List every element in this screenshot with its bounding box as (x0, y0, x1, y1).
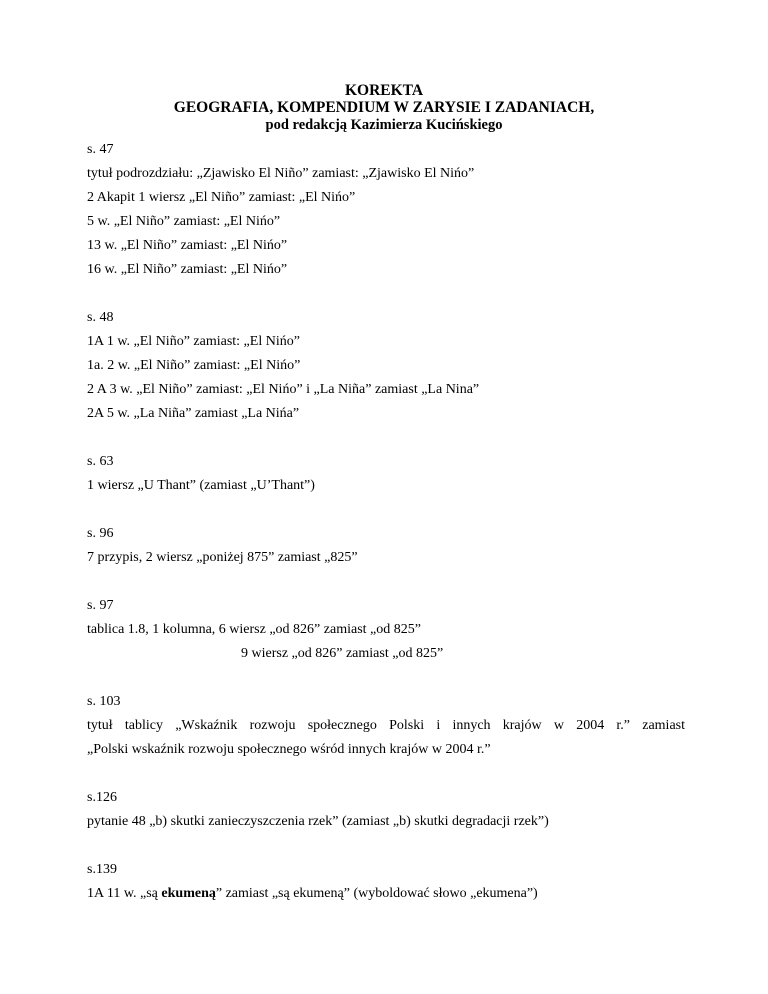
correction-line: tablica 1.8, 1 kolumna, 6 wiersz „od 826” zamiast „od 825” (87, 622, 421, 637)
page-ref: s. 47 (87, 142, 114, 157)
correction-text: 1A 11 w. „są (87, 886, 162, 901)
section-spacer (87, 762, 685, 786)
correction-line: 2A 5 w. „La Niña” zamiast „La Nińa” (87, 406, 300, 421)
section-s48 (87, 306, 685, 426)
correction-line: tytuł podrozdziału: „Zjawisko El Niño” zamiast: „Zjawisko El Nińo” (87, 166, 475, 181)
section-spacer (87, 498, 685, 522)
section-spacer (87, 426, 685, 450)
correction-line: pytanie 48 „b) skutki zanieczyszczenia rzek” (zamiast „b) skutki degradacji rzek”) (87, 814, 549, 829)
correction-line: 9 wiersz „od 826” zamiast „od 825” (241, 646, 444, 661)
correction-line: 1a. 2 w. „El Niño” zamiast: „El Nińo” (87, 358, 301, 373)
document-title: KOREKTA (344, 82, 424, 99)
correction-line: 7 przypis, 2 wiersz „poniżej 875” zamiast „825” (87, 550, 358, 565)
section-s97 (87, 594, 685, 666)
correction-line: 5 w. „El Niño” zamiast: „El Nińo” (87, 214, 281, 229)
book-title: GEOGRAFIA, KOMPENDIUM W ZARYSIE I ZADANIACH, (173, 99, 595, 116)
document-header (0, 82, 768, 134)
page-ref: s. 48 (87, 310, 114, 325)
correction-line (87, 882, 685, 906)
section-s96 (87, 522, 685, 570)
page-ref: s. 63 (87, 454, 114, 469)
section-spacer (87, 666, 685, 690)
correction-line: 16 w. „El Niño” zamiast: „El Nińo” (87, 262, 288, 277)
correction-line: „Polski wskaźnik rozwoju społecznego wśród innych krajów w 2004 r.” (87, 742, 491, 757)
section-spacer (87, 282, 685, 306)
correction-line: 2 A 3 w. „El Niño” zamiast: „El Nińo” i „La Niña” zamiast „La Nina” (87, 382, 480, 397)
page-ref: s. 96 (87, 526, 114, 541)
correction-line: tytuł tablicy „Wskaźnik rozwoju społecznego Polski i innych krajów w 2004 r.” zamiast (87, 718, 685, 733)
editor-line: pod redakcją Kazimierza Kucińskiego (265, 117, 503, 133)
section-s47 (87, 138, 685, 282)
page-ref: s. 97 (87, 598, 114, 613)
page-ref: s.139 (87, 862, 117, 877)
section-s63 (87, 450, 685, 498)
section-spacer (87, 570, 685, 594)
section-spacer (87, 834, 685, 858)
correction-line: 2 Akapit 1 wiersz „El Niño” zamiast: „El Nińo” (87, 190, 356, 205)
correction-line: 1 wiersz „U Thant” (zamiast „U’Thant”) (87, 478, 315, 493)
page-ref: s.126 (87, 790, 117, 805)
section-s126 (87, 786, 685, 834)
section-s139 (87, 858, 685, 906)
bold-word: ekumeną (161, 886, 216, 901)
correction-line: 1A 1 w. „El Niño” zamiast: „El Nińo” (87, 334, 300, 349)
correction-line: 13 w. „El Niño” zamiast: „El Nińo” (87, 238, 288, 253)
corrections-list (87, 138, 685, 906)
page-ref: s. 103 (87, 694, 121, 709)
correction-text: ” zamiast „są ekumeną” (wyboldować słowo „ekumena”) (215, 886, 538, 901)
section-s103 (87, 690, 685, 762)
